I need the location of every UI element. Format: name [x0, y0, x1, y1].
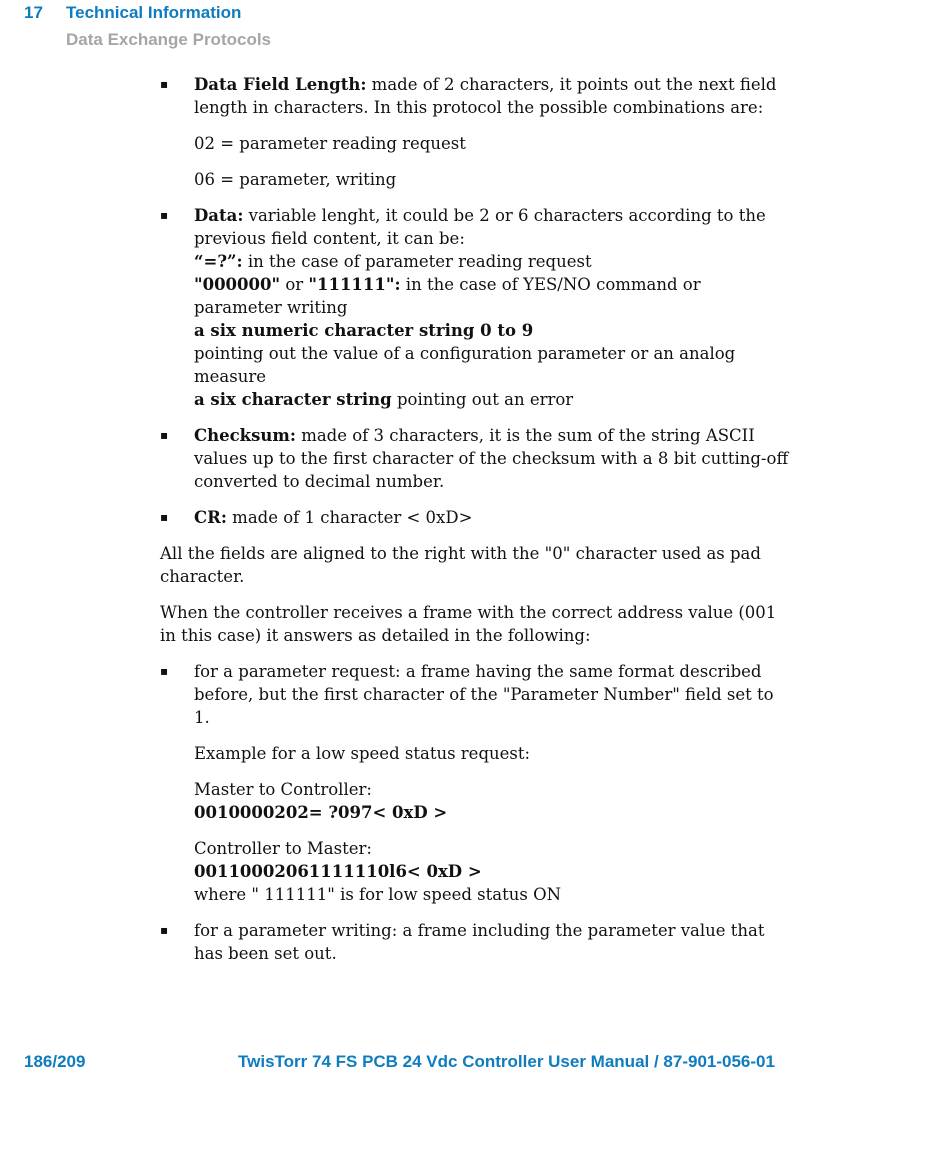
field-length-text: made of 2 characters, it points out the next field length in characters. In this protocol the possible combinations are:: [194, 75, 777, 117]
data-option-read: [194, 250, 790, 273]
list-item-checksum: [160, 424, 790, 493]
data-option-read-text: in the case of parameter reading request: [242, 252, 592, 271]
data-option-numeric: [194, 319, 790, 342]
running-header: [24, 3, 271, 50]
c2m-frame-value: 00110002061111110l6< 0xD >: [194, 862, 482, 881]
cr-text: made of 1 character < 0xD>: [226, 508, 473, 527]
bullet-icon: ▪: [160, 664, 169, 678]
data-label: Data:: [194, 206, 244, 225]
checksum-label: Checksum:: [194, 426, 296, 445]
example-controller-to-master: [160, 837, 790, 906]
data-option-yesno: [194, 273, 790, 319]
page-body: [160, 73, 790, 978]
section-title: Data Exchange Protocols: [66, 30, 272, 49]
page-number: 186/209: [24, 1052, 86, 1071]
manual-title: TwisTorr 74 FS PCB 24 Vdc Controller User Manual / 87-901-056-01: [238, 1052, 775, 1071]
m2c-label: Master to Controller:: [194, 780, 372, 799]
data-description: [194, 204, 790, 250]
bullet-icon: ▪: [160, 208, 169, 222]
data-option-read-value: “=?”:: [194, 252, 243, 271]
data-option-error-value: a six character string: [194, 390, 392, 409]
cr-label: CR:: [194, 508, 227, 527]
paragraph-alignment: All the fields are aligned to the right with the "0" character used as pad character.: [160, 544, 761, 586]
bullet-icon: ▪: [160, 428, 169, 442]
list-item-cr: [160, 506, 790, 529]
list-item-field-length: [160, 73, 790, 119]
m2c-frame: [194, 801, 790, 824]
data-option-numeric-value: a six numeric character string 0 to 9: [194, 321, 534, 340]
c2m-frame: [194, 860, 790, 883]
field-length-label: Data Field Length:: [194, 75, 367, 94]
chapter-number: 17: [24, 3, 43, 22]
data-option-or: or: [280, 275, 309, 294]
list-item-data: [160, 204, 790, 411]
bullet-icon: ▪: [160, 510, 169, 524]
data-text: variable lenght, it could be 2 or 6 characters according to the previous field content, it can be:: [194, 206, 766, 248]
checksum-text: made of 3 characters, it is the sum of the string ASCII values up to the first character of the checksum with a 8 bit cutting-off converted to decimal number.: [194, 426, 789, 491]
c2m-label: Controller to Master:: [194, 839, 372, 858]
data-option-zeros: "000000": [194, 275, 281, 294]
m2c-frame-value: 0010000202= ?097< 0xD >: [194, 803, 448, 822]
data-option-yesno-text: in the case of YES/NO command or parameter writing: [194, 275, 701, 317]
bullet-icon: ▪: [160, 77, 169, 91]
paragraph-response: When the controller receives a frame with the correct address value (001 in this case) it answers as detailed in the following:: [160, 603, 777, 645]
chapter-title: Technical Information: [66, 3, 242, 22]
data-option-error: [194, 388, 790, 411]
combination-read: 02 = parameter reading request: [194, 134, 466, 153]
data-option-error-text: pointing out an error: [391, 390, 574, 409]
example-intro: Example for a low speed status request:: [194, 744, 531, 763]
data-option-numeric-text: pointing out the value of a configuration parameter or an analog measure: [194, 344, 736, 386]
list-item-parameter-request: [160, 660, 790, 729]
example-master-to-controller: [160, 778, 790, 824]
chapter-heading: [24, 3, 271, 23]
parameter-request-text: for a parameter request: a frame having the same format described before, but the first character of the "Parameter Number" field set to 1.: [194, 662, 774, 727]
parameter-writing-text: for a parameter writing: a frame including the parameter value that has been set out.: [194, 921, 765, 963]
list-item-parameter-writing: [160, 919, 790, 965]
combination-write: 06 = parameter, writing: [194, 170, 397, 189]
c2m-note: where " 111111" is for low speed status ON: [194, 885, 562, 904]
data-option-ones: "111111":: [308, 275, 401, 294]
bullet-icon: ▪: [160, 923, 169, 937]
